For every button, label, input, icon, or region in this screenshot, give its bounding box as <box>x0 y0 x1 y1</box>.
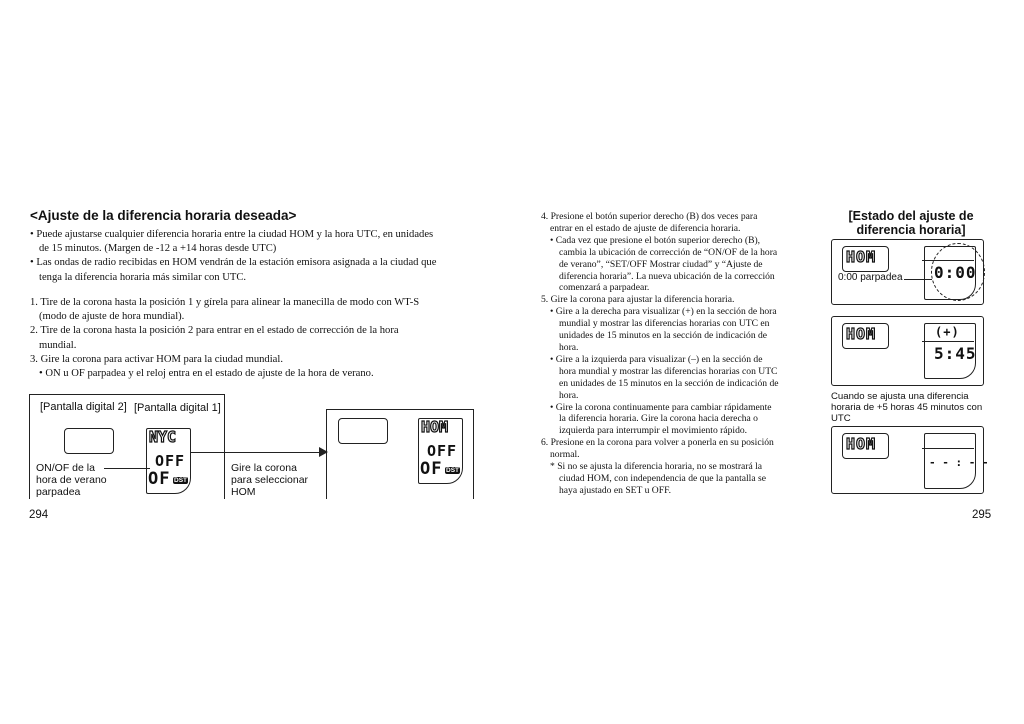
status-display-3 <box>831 426 989 494</box>
left-bullets <box>30 228 436 285</box>
left-digital-display-b <box>338 418 388 444</box>
left-digital-display <box>842 323 889 349</box>
bullet-line: hora. <box>559 389 579 401</box>
utc-offset-value: 5:45 <box>934 344 977 363</box>
step-line: normal. <box>550 449 580 461</box>
callout-line: parpadea <box>36 486 81 498</box>
display-dst-state: OFF <box>155 452 186 470</box>
bullet-line: • Puede ajustarse cualquier diferencia horaria entre la ciudad HOM y la hora UTC, en unidades <box>30 229 434 240</box>
sidebar-heading-line: [Estado del ajuste de <box>848 209 974 223</box>
bullet-line: haya ajustado en SET u OFF. <box>559 484 672 496</box>
callout-line: Gire la corona <box>231 462 297 474</box>
page-number-right: 295 <box>972 509 992 521</box>
left-digital-display <box>842 433 889 459</box>
bullet-line: • Gire a la izquierda para visualizar (–) en la sección de <box>550 353 763 365</box>
step-line: 6. Presione en la corona para volver a ponerla en su posición <box>541 437 774 449</box>
step-line: 3. Gire la corona para activar HOM para la ciudad mundial. <box>30 353 283 365</box>
left-digital-display-a <box>64 428 114 454</box>
caption-line: horaria de +5 horas 45 minutos con <box>831 402 983 413</box>
display-city: NYC <box>149 428 177 446</box>
step-line: 5. Gire la corona para ajustar la diferencia horaria. <box>541 294 735 306</box>
display-divider <box>922 448 974 449</box>
bullet-line: hora. <box>559 341 579 353</box>
bullet-line: de 15 minutos. (Margen de -12 a +14 horas desde UTC) <box>39 243 277 255</box>
blinking-value: 0:00 <box>934 263 977 282</box>
bullet-line: mundial y mostrar las diferencias horarias con UTC en <box>559 318 770 330</box>
caption-plus <box>831 391 982 424</box>
display-on-of: OF <box>420 459 443 479</box>
right-digital-display <box>924 323 976 379</box>
bullet-line: ciudad HOM, con independencia de que la pantalla se <box>559 472 766 484</box>
bullet-line: tenga la diferencia horaria más similar con UTC. <box>39 271 247 283</box>
left-digital-display <box>842 246 889 272</box>
callout-line: hora de verano <box>36 474 107 486</box>
callout-line: para seleccionar <box>231 474 309 486</box>
display-city: HOM <box>846 248 877 266</box>
display-dst-state: OFF <box>427 442 458 460</box>
bullet-line: * Si no se ajusta la diferencia horaria, no se mostrará la <box>550 461 763 473</box>
panel-label-1: [Pantalla digital 1] <box>134 402 221 414</box>
callout-left <box>36 462 107 498</box>
bullet-line: comenzará a parpadear. <box>559 282 650 294</box>
status-display-2 <box>831 316 984 386</box>
bullet-line: • Las ondas de radio recibidas en HOM vendrán de la estación emisora asignada a la ciudad que <box>30 257 437 269</box>
step-line: (modo de ajuste de hora mundial). <box>39 311 185 323</box>
bullet-line: izquierda para interrumpir el movimiento rápido. <box>559 425 748 437</box>
callout-line: ON/OF de la <box>36 462 95 474</box>
bullet-line: • Gire la corona continuamente para cambiar rápidamente <box>550 401 772 413</box>
right-digital-display-b <box>418 418 463 484</box>
left-steps <box>30 296 419 381</box>
dst-badge: DST <box>174 477 187 484</box>
left-heading: <Ajuste de la diferencia horaria deseada> <box>30 208 297 223</box>
utc-offset-empty: - - : - - <box>929 456 989 469</box>
display-city: HOM <box>846 325 877 343</box>
panel-label-2: [Pantalla digital 2] <box>40 401 127 413</box>
callout-line: HOM <box>231 486 256 498</box>
sidebar-heading-line: diferencia horaria] <box>856 223 966 237</box>
callout-leader-line <box>104 468 150 469</box>
display-on-of: OF <box>148 469 171 489</box>
bullet-line: en unidades de 15 minutos en la sección de indicación de <box>559 377 779 389</box>
display-city: HOM <box>846 435 877 453</box>
bullet-line: la diferencia horaria. Gire la corona hacia derecha o <box>559 413 758 425</box>
display-sign: (+) <box>935 325 960 339</box>
blink-label: 0:00 parpadea <box>838 272 903 283</box>
step-line: 2. Tire de la corona hasta la posición 2 para entrar en el estado de corrección de la hora <box>30 325 399 337</box>
step-line: 1. Tire de la corona hasta la posición 1 y gírela para alinear la manecilla de modo con WT-S <box>30 297 420 308</box>
step-line: mundial. <box>39 339 77 351</box>
blink-leader-line <box>904 279 932 280</box>
callout-leader-line <box>190 452 321 453</box>
step-line: • ON u OF parpadea y el reloj entra en el estado de ajuste de la hora de verano. <box>39 368 374 380</box>
page-number-left: 294 <box>29 509 49 521</box>
caption-line: UTC <box>831 413 851 424</box>
step-line: entrar en el estado de ajuste de diferencia horaria. <box>550 222 741 234</box>
bullet-line: • Gire a la derecha para visualizar (+) en la sección de hora <box>550 306 777 318</box>
bullet-line: • Cada vez que presione el botón superior derecho (B), <box>550 234 761 246</box>
step-line: 4. Presione el botón superior derecho (B) dos veces para <box>541 211 758 222</box>
dst-badge: DST <box>446 467 459 474</box>
blink-highlight-circle <box>931 243 985 301</box>
right-steps <box>541 211 779 497</box>
caption-line: Cuando se ajusta una diferencia <box>831 391 969 402</box>
bullet-line: cambia la ubicación de corrección de “ON/OF de la hora <box>559 246 778 258</box>
bullet-line: diferencia horaria”. La nueva ubicación de la corrección <box>559 270 775 282</box>
bullet-line: unidades de 15 minutos en la sección de indicación de <box>559 330 768 342</box>
bullet-line: hora mundial y mostrar las diferencias horarias con UTC <box>559 365 778 377</box>
callout-right <box>231 462 308 498</box>
bullet-line: de verano”, “SET/OFF Mostrar ciudad” y “Ajuste de <box>559 258 763 270</box>
sidebar-heading <box>836 209 986 237</box>
right-digital-display <box>924 433 989 489</box>
display-city: HOM <box>421 418 449 436</box>
display-divider <box>922 341 974 342</box>
right-digital-display-a <box>146 428 191 494</box>
